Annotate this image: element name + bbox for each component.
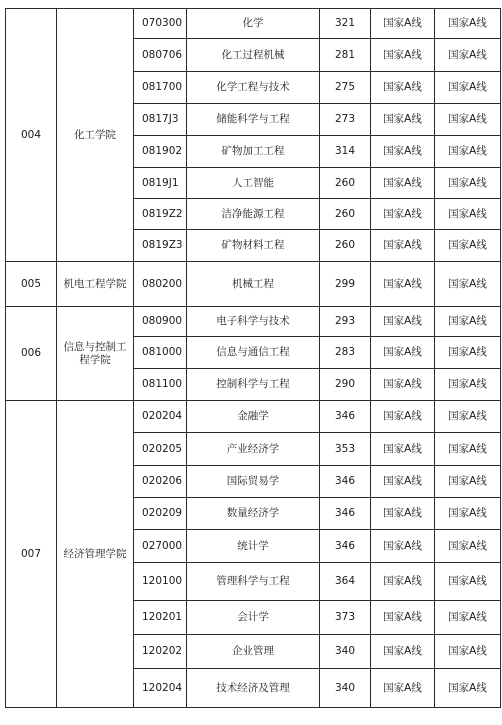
score-cell: 293 [320, 307, 371, 337]
line-type-cell: 国家A线 [435, 307, 501, 337]
major-code-cell: 0817J3 [134, 104, 187, 136]
major-code-cell: 120100 [134, 563, 187, 601]
department-name-cell: 化工学院 [57, 9, 134, 262]
line-type-cell: 国家A线 [435, 337, 501, 369]
line-type-cell: 国家A线 [371, 635, 435, 669]
score-cell: 321 [320, 9, 371, 39]
major-code-cell: 081902 [134, 136, 187, 168]
score-cell: 299 [320, 262, 371, 307]
table-row [6, 401, 501, 433]
score-cell: 275 [320, 72, 371, 104]
line-type-cell: 国家A线 [371, 601, 435, 635]
major-code-cell: 020205 [134, 433, 187, 466]
score-cell: 260 [320, 168, 371, 199]
line-type-cell: 国家A线 [371, 104, 435, 136]
line-type-cell: 国家A线 [371, 39, 435, 72]
major-name-cell: 产业经济学 [187, 433, 320, 466]
line-type-cell: 国家A线 [435, 669, 501, 708]
score-cell: 353 [320, 433, 371, 466]
department-name-cell: 经济管理学院 [57, 401, 134, 708]
major-name-cell: 国际贸易学 [187, 466, 320, 498]
table-row [6, 307, 501, 337]
line-type-cell: 国家A线 [435, 601, 501, 635]
major-name-cell: 化工过程机械 [187, 39, 320, 72]
line-type-cell: 国家A线 [371, 669, 435, 708]
major-name-cell: 金融学 [187, 401, 320, 433]
major-code-cell: 0819J1 [134, 168, 187, 199]
major-code-cell: 080900 [134, 307, 187, 337]
line-type-cell: 国家A线 [371, 136, 435, 168]
score-cell: 260 [320, 199, 371, 230]
line-type-cell: 国家A线 [435, 262, 501, 307]
table-row [6, 9, 501, 39]
major-code-cell: 081000 [134, 337, 187, 369]
line-type-cell: 国家A线 [435, 530, 501, 563]
line-type-cell: 国家A线 [371, 262, 435, 307]
line-type-cell: 国家A线 [371, 498, 435, 530]
score-cell: 346 [320, 401, 371, 433]
major-code-cell: 080706 [134, 39, 187, 72]
line-type-cell: 国家A线 [371, 433, 435, 466]
major-name-cell: 技术经济及管理 [187, 669, 320, 708]
department-code-cell: 007 [6, 401, 57, 708]
major-name-cell: 矿物加工工程 [187, 136, 320, 168]
major-code-cell: 020204 [134, 401, 187, 433]
major-name-cell: 化学工程与技术 [187, 72, 320, 104]
major-name-cell: 机械工程 [187, 262, 320, 307]
major-code-cell: 120204 [134, 669, 187, 708]
department-code-cell: 004 [6, 9, 57, 262]
score-cell: 273 [320, 104, 371, 136]
score-cell: 260 [320, 230, 371, 262]
score-cell: 364 [320, 563, 371, 601]
line-type-cell: 国家A线 [371, 230, 435, 262]
major-name-cell: 化学 [187, 9, 320, 39]
major-code-cell: 020209 [134, 498, 187, 530]
major-name-cell: 信息与通信工程 [187, 337, 320, 369]
major-name-cell: 管理科学与工程 [187, 563, 320, 601]
line-type-cell: 国家A线 [435, 199, 501, 230]
score-cell: 373 [320, 601, 371, 635]
line-type-cell: 国家A线 [435, 72, 501, 104]
score-cell: 346 [320, 466, 371, 498]
line-type-cell: 国家A线 [371, 168, 435, 199]
major-name-cell: 控制科学与工程 [187, 369, 320, 401]
line-type-cell: 国家A线 [435, 401, 501, 433]
line-type-cell: 国家A线 [435, 635, 501, 669]
major-name-cell: 统计学 [187, 530, 320, 563]
major-code-cell: 0819Z3 [134, 230, 187, 262]
major-code-cell: 081100 [134, 369, 187, 401]
table-row [6, 262, 501, 307]
line-type-cell: 国家A线 [435, 39, 501, 72]
line-type-cell: 国家A线 [435, 466, 501, 498]
admission-score-table [5, 8, 501, 708]
line-type-cell: 国家A线 [371, 401, 435, 433]
line-type-cell: 国家A线 [371, 337, 435, 369]
line-type-cell: 国家A线 [371, 466, 435, 498]
line-type-cell: 国家A线 [435, 433, 501, 466]
score-cell: 340 [320, 635, 371, 669]
department-code-cell: 006 [6, 307, 57, 401]
line-type-cell: 国家A线 [435, 136, 501, 168]
line-type-cell: 国家A线 [435, 230, 501, 262]
major-code-cell: 120201 [134, 601, 187, 635]
line-type-cell: 国家A线 [435, 104, 501, 136]
line-type-cell: 国家A线 [371, 199, 435, 230]
score-cell: 281 [320, 39, 371, 72]
major-name-cell: 企业管理 [187, 635, 320, 669]
department-name-cell: 机电工程学院 [57, 262, 134, 307]
line-type-cell: 国家A线 [371, 9, 435, 39]
line-type-cell: 国家A线 [371, 369, 435, 401]
line-type-cell: 国家A线 [371, 307, 435, 337]
score-cell: 346 [320, 530, 371, 563]
line-type-cell: 国家A线 [435, 168, 501, 199]
major-name-cell: 洁净能源工程 [187, 199, 320, 230]
line-type-cell: 国家A线 [371, 563, 435, 601]
line-type-cell: 国家A线 [435, 369, 501, 401]
score-cell: 346 [320, 498, 371, 530]
major-code-cell: 081700 [134, 72, 187, 104]
major-code-cell: 0819Z2 [134, 199, 187, 230]
score-cell: 340 [320, 669, 371, 708]
major-code-cell: 120202 [134, 635, 187, 669]
score-cell: 290 [320, 369, 371, 401]
major-name-cell: 电子科学与技术 [187, 307, 320, 337]
major-name-cell: 数量经济学 [187, 498, 320, 530]
major-code-cell: 070300 [134, 9, 187, 39]
line-type-cell: 国家A线 [435, 9, 501, 39]
line-type-cell: 国家A线 [371, 72, 435, 104]
major-name-cell: 人工智能 [187, 168, 320, 199]
major-code-cell: 020206 [134, 466, 187, 498]
major-code-cell: 027000 [134, 530, 187, 563]
line-type-cell: 国家A线 [435, 498, 501, 530]
table-body [6, 9, 501, 708]
major-name-cell: 矿物材料工程 [187, 230, 320, 262]
major-code-cell: 080200 [134, 262, 187, 307]
major-name-cell: 会计学 [187, 601, 320, 635]
score-cell: 283 [320, 337, 371, 369]
score-cell: 314 [320, 136, 371, 168]
line-type-cell: 国家A线 [371, 530, 435, 563]
department-code-cell: 005 [6, 262, 57, 307]
major-name-cell: 储能科学与工程 [187, 104, 320, 136]
line-type-cell: 国家A线 [435, 563, 501, 601]
department-name-cell: 信息与控制工程学院 [57, 307, 134, 401]
